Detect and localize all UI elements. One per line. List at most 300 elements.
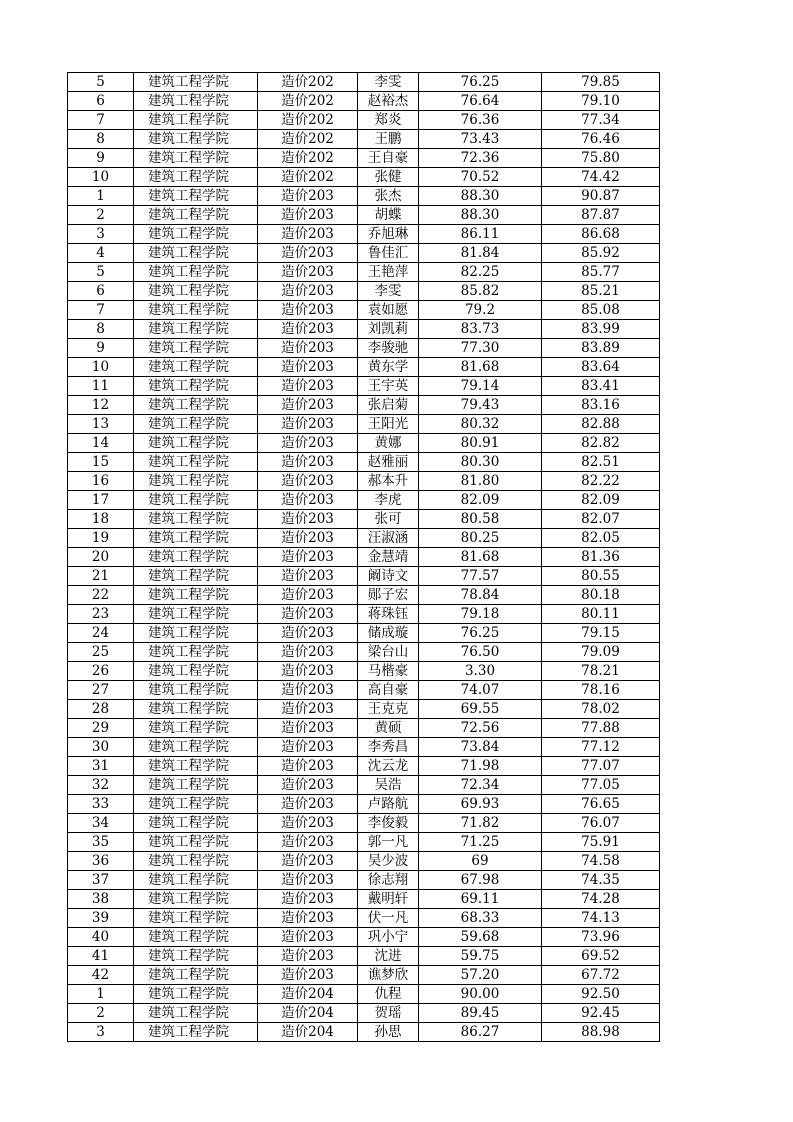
student-name-cell: 吴浩 [358,776,419,795]
score-2-cell: 83.89 [542,339,660,358]
score-1-cell: 69.11 [419,890,542,909]
table-row [68,833,660,852]
student-name-cell: 仇程 [358,985,419,1004]
score-1-cell: 69.93 [419,795,542,814]
row-number: 9 [68,149,134,168]
score-2-cell: 83.99 [542,320,660,339]
score-1-cell: 69 [419,852,542,871]
college-cell: 建筑工程学院 [134,738,258,757]
college-cell: 建筑工程学院 [134,662,258,681]
student-name-cell: 郑炎 [358,111,419,130]
score-2-cell: 82.09 [542,491,660,510]
score-1-cell: 71.82 [419,814,542,833]
score-1-cell: 73.84 [419,738,542,757]
score-1-cell: 57.20 [419,966,542,985]
score-1-cell: 82.25 [419,263,542,282]
student-name-cell: 沈进 [358,947,419,966]
class-cell: 造价202 [258,92,358,111]
row-number: 37 [68,871,134,890]
row-number: 4 [68,244,134,263]
class-cell: 造价203 [258,776,358,795]
score-2-cell: 80.18 [542,586,660,605]
row-number: 7 [68,301,134,320]
student-name-cell: 郧子宏 [358,586,419,605]
score-1-cell: 76.50 [419,643,542,662]
row-number: 21 [68,567,134,586]
score-2-cell: 74.13 [542,909,660,928]
row-number: 16 [68,472,134,491]
row-number: 27 [68,681,134,700]
student-name-cell: 黄东学 [358,358,419,377]
student-name-cell: 戴明轩 [358,890,419,909]
row-number: 8 [68,320,134,339]
college-cell: 建筑工程学院 [134,282,258,301]
table-row [68,491,660,510]
row-number: 2 [68,1004,134,1023]
row-number: 17 [68,491,134,510]
student-name-cell: 李俊毅 [358,814,419,833]
student-name-cell: 李虎 [358,491,419,510]
score-1-cell: 79.43 [419,396,542,415]
score-1-cell: 59.75 [419,947,542,966]
college-cell: 建筑工程学院 [134,757,258,776]
score-2-cell: 76.07 [542,814,660,833]
class-cell: 造价203 [258,396,358,415]
score-2-cell: 82.82 [542,434,660,453]
score-1-cell: 70.52 [419,168,542,187]
college-cell: 建筑工程学院 [134,947,258,966]
class-cell: 造价202 [258,149,358,168]
class-cell: 造价203 [258,814,358,833]
table-row [68,339,660,358]
college-cell: 建筑工程学院 [134,358,258,377]
row-number: 41 [68,947,134,966]
college-cell: 建筑工程学院 [134,890,258,909]
class-cell: 造价203 [258,662,358,681]
score-1-cell: 89.45 [419,1004,542,1023]
table-row [68,472,660,491]
score-2-cell: 69.52 [542,947,660,966]
score-1-cell: 81.80 [419,472,542,491]
score-2-cell: 82.88 [542,415,660,434]
student-name-cell: 高自豪 [358,681,419,700]
student-name-cell: 谯梦欣 [358,966,419,985]
score-2-cell: 75.80 [542,149,660,168]
college-cell: 建筑工程学院 [134,510,258,529]
row-number: 36 [68,852,134,871]
table-row [68,871,660,890]
college-cell: 建筑工程学院 [134,871,258,890]
row-number: 22 [68,586,134,605]
college-cell: 建筑工程学院 [134,396,258,415]
class-cell: 造价203 [258,491,358,510]
row-number: 25 [68,643,134,662]
student-name-cell: 王自豪 [358,149,419,168]
row-number: 38 [68,890,134,909]
table-row [68,1023,660,1042]
score-1-cell: 80.32 [419,415,542,434]
student-name-cell: 黄硕 [358,719,419,738]
college-cell: 建筑工程学院 [134,491,258,510]
table-row [68,377,660,396]
student-name-cell: 赵裕杰 [358,92,419,111]
class-cell: 造价203 [258,605,358,624]
class-cell: 造价203 [258,301,358,320]
score-1-cell: 79.2 [419,301,542,320]
row-number: 30 [68,738,134,757]
score-2-cell: 81.36 [542,548,660,567]
college-cell: 建筑工程学院 [134,472,258,491]
score-1-cell: 71.98 [419,757,542,776]
table-row [68,434,660,453]
class-cell: 造价203 [258,852,358,871]
row-number: 2 [68,206,134,225]
score-1-cell: 72.36 [419,149,542,168]
class-cell: 造价203 [258,567,358,586]
college-cell: 建筑工程学院 [134,168,258,187]
row-number: 28 [68,700,134,719]
college-cell: 建筑工程学院 [134,776,258,795]
class-cell: 造价203 [258,947,358,966]
college-cell: 建筑工程学院 [134,130,258,149]
college-cell: 建筑工程学院 [134,73,258,92]
table-row [68,795,660,814]
class-cell: 造价203 [258,415,358,434]
row-number: 10 [68,358,134,377]
table-row [68,776,660,795]
table-row [68,890,660,909]
college-cell: 建筑工程学院 [134,263,258,282]
student-name-cell: 王宇英 [358,377,419,396]
row-number: 10 [68,168,134,187]
college-cell: 建筑工程学院 [134,909,258,928]
class-cell: 造价203 [258,510,358,529]
class-cell: 造价203 [258,795,358,814]
table-row [68,320,660,339]
table-row [68,282,660,301]
college-cell: 建筑工程学院 [134,320,258,339]
class-cell: 造价203 [258,681,358,700]
table-row [68,301,660,320]
row-number: 15 [68,453,134,472]
score-1-cell: 76.36 [419,111,542,130]
score-table-body [68,73,660,1042]
score-2-cell: 80.55 [542,567,660,586]
table-row [68,111,660,130]
college-cell: 建筑工程学院 [134,1004,258,1023]
student-name-cell: 王克克 [358,700,419,719]
table-row [68,814,660,833]
student-name-cell: 郭一凡 [358,833,419,852]
class-cell: 造价203 [258,909,358,928]
table-row [68,738,660,757]
college-cell: 建筑工程学院 [134,624,258,643]
table-row [68,548,660,567]
table-row [68,415,660,434]
score-1-cell: 73.43 [419,130,542,149]
student-name-cell: 吴少波 [358,852,419,871]
table-row [68,168,660,187]
student-name-cell: 汪淑涵 [358,529,419,548]
table-row [68,852,660,871]
score-1-cell: 69.55 [419,700,542,719]
class-cell: 造价202 [258,111,358,130]
table-row [68,605,660,624]
college-cell: 建筑工程学院 [134,548,258,567]
class-cell: 造价203 [258,339,358,358]
student-name-cell: 梁台山 [358,643,419,662]
student-name-cell: 乔旭琳 [358,225,419,244]
score-1-cell: 78.84 [419,586,542,605]
class-cell: 造价203 [258,700,358,719]
student-name-cell: 李秀昌 [358,738,419,757]
table-row [68,985,660,1004]
row-number: 8 [68,130,134,149]
score-2-cell: 78.02 [542,700,660,719]
table-row [68,909,660,928]
college-cell: 建筑工程学院 [134,966,258,985]
score-1-cell: 81.84 [419,244,542,263]
score-1-cell: 81.68 [419,548,542,567]
table-row [68,624,660,643]
class-cell: 造价203 [258,871,358,890]
score-1-cell: 74.07 [419,681,542,700]
student-name-cell: 袁如愿 [358,301,419,320]
table-row [68,510,660,529]
table-row [68,700,660,719]
table-row [68,263,660,282]
score-2-cell: 85.08 [542,301,660,320]
score-1-cell: 80.25 [419,529,542,548]
table-row [68,358,660,377]
score-1-cell: 77.57 [419,567,542,586]
score-1-cell: 83.73 [419,320,542,339]
student-name-cell: 张健 [358,168,419,187]
score-2-cell: 83.41 [542,377,660,396]
table-row [68,757,660,776]
score-2-cell: 79.85 [542,73,660,92]
score-2-cell: 80.11 [542,605,660,624]
score-1-cell: 67.98 [419,871,542,890]
college-cell: 建筑工程学院 [134,377,258,396]
class-cell: 造价203 [258,833,358,852]
row-number: 9 [68,339,134,358]
student-name-cell: 张杰 [358,187,419,206]
table-row [68,947,660,966]
row-number: 6 [68,92,134,111]
row-number: 33 [68,795,134,814]
row-number: 11 [68,377,134,396]
row-number: 32 [68,776,134,795]
college-cell: 建筑工程学院 [134,567,258,586]
class-cell: 造价203 [258,548,358,567]
score-2-cell: 77.88 [542,719,660,738]
score-1-cell: 77.30 [419,339,542,358]
score-2-cell: 79.15 [542,624,660,643]
college-cell: 建筑工程学院 [134,206,258,225]
table-row [68,453,660,472]
class-cell: 造价203 [258,187,358,206]
college-cell: 建筑工程学院 [134,605,258,624]
college-cell: 建筑工程学院 [134,852,258,871]
class-cell: 造价202 [258,168,358,187]
score-2-cell: 82.05 [542,529,660,548]
score-2-cell: 77.12 [542,738,660,757]
score-1-cell: 76.25 [419,73,542,92]
college-cell: 建筑工程学院 [134,92,258,111]
college-cell: 建筑工程学院 [134,719,258,738]
row-number: 14 [68,434,134,453]
row-number: 19 [68,529,134,548]
row-number: 1 [68,985,134,1004]
table-row [68,928,660,947]
student-name-cell: 赵雅丽 [358,453,419,472]
table-row [68,244,660,263]
student-name-cell: 李雯 [358,73,419,92]
row-number: 6 [68,282,134,301]
score-2-cell: 74.42 [542,168,660,187]
class-cell: 造价203 [258,472,358,491]
score-2-cell: 77.07 [542,757,660,776]
score-2-cell: 73.96 [542,928,660,947]
class-cell: 造价204 [258,1023,358,1042]
score-1-cell: 79.14 [419,377,542,396]
score-2-cell: 86.68 [542,225,660,244]
college-cell: 建筑工程学院 [134,187,258,206]
class-cell: 造价203 [258,225,358,244]
table-row [68,567,660,586]
student-name-cell: 孙思 [358,1023,419,1042]
college-cell: 建筑工程学院 [134,415,258,434]
student-name-cell: 阚诗文 [358,567,419,586]
table-row [68,130,660,149]
college-cell: 建筑工程学院 [134,985,258,1004]
college-cell: 建筑工程学院 [134,833,258,852]
class-cell: 造价203 [258,244,358,263]
score-1-cell: 76.64 [419,92,542,111]
score-2-cell: 85.77 [542,263,660,282]
score-1-cell: 86.11 [419,225,542,244]
college-cell: 建筑工程学院 [134,301,258,320]
class-cell: 造价203 [258,434,358,453]
college-cell: 建筑工程学院 [134,453,258,472]
student-name-cell: 张启菊 [358,396,419,415]
score-2-cell: 82.51 [542,453,660,472]
class-cell: 造价202 [258,130,358,149]
student-name-cell: 李骏驰 [358,339,419,358]
score-2-cell: 75.91 [542,833,660,852]
student-name-cell: 黄娜 [358,434,419,453]
score-1-cell: 72.56 [419,719,542,738]
table-row [68,1004,660,1023]
college-cell: 建筑工程学院 [134,434,258,453]
class-cell: 造价202 [258,73,358,92]
college-cell: 建筑工程学院 [134,586,258,605]
student-name-cell: 蒋珠钰 [358,605,419,624]
score-2-cell: 90.87 [542,187,660,206]
table-row [68,73,660,92]
row-number: 42 [68,966,134,985]
class-cell: 造价203 [258,624,358,643]
table-row [68,206,660,225]
score-2-cell: 76.65 [542,795,660,814]
score-2-cell: 79.09 [542,643,660,662]
class-cell: 造价203 [258,453,358,472]
score-2-cell: 83.64 [542,358,660,377]
student-name-cell: 李雯 [358,282,419,301]
table-row [68,966,660,985]
score-2-cell: 74.28 [542,890,660,909]
table-row [68,586,660,605]
class-cell: 造价204 [258,1004,358,1023]
score-2-cell: 78.21 [542,662,660,681]
score-2-cell: 78.16 [542,681,660,700]
score-2-cell: 88.98 [542,1023,660,1042]
row-number: 5 [68,73,134,92]
class-cell: 造价203 [258,377,358,396]
score-2-cell: 87.87 [542,206,660,225]
student-name-cell: 王阳光 [358,415,419,434]
score-1-cell: 79.18 [419,605,542,624]
class-cell: 造价203 [258,928,358,947]
student-name-cell: 贺瑶 [358,1004,419,1023]
row-number: 7 [68,111,134,130]
table-row [68,643,660,662]
student-name-cell: 刘凯莉 [358,320,419,339]
class-cell: 造价203 [258,757,358,776]
score-table [67,72,660,1042]
college-cell: 建筑工程学院 [134,225,258,244]
row-number: 23 [68,605,134,624]
row-number: 31 [68,757,134,776]
college-cell: 建筑工程学院 [134,700,258,719]
college-cell: 建筑工程学院 [134,681,258,700]
class-cell: 造价204 [258,985,358,1004]
score-2-cell: 82.22 [542,472,660,491]
table-row [68,396,660,415]
score-1-cell: 82.09 [419,491,542,510]
table-row [68,529,660,548]
college-cell: 建筑工程学院 [134,795,258,814]
student-name-cell: 巩小宁 [358,928,419,947]
college-cell: 建筑工程学院 [134,529,258,548]
row-number: 3 [68,225,134,244]
score-1-cell: 71.25 [419,833,542,852]
student-name-cell: 卢路航 [358,795,419,814]
class-cell: 造价203 [258,738,358,757]
row-number: 13 [68,415,134,434]
score-2-cell: 76.46 [542,130,660,149]
student-name-cell: 金慧靖 [358,548,419,567]
student-name-cell: 郝本升 [358,472,419,491]
table-row [68,149,660,168]
row-number: 34 [68,814,134,833]
table-row [68,92,660,111]
table-row [68,681,660,700]
student-name-cell: 马楷豪 [358,662,419,681]
score-1-cell: 88.30 [419,187,542,206]
college-cell: 建筑工程学院 [134,643,258,662]
class-cell: 造价203 [258,263,358,282]
score-2-cell: 77.05 [542,776,660,795]
score-2-cell: 83.16 [542,396,660,415]
row-number: 35 [68,833,134,852]
score-2-cell: 92.50 [542,985,660,1004]
score-1-cell: 59.68 [419,928,542,947]
student-name-cell: 伏一凡 [358,909,419,928]
student-name-cell: 储成璇 [358,624,419,643]
score-1-cell: 3.30 [419,662,542,681]
